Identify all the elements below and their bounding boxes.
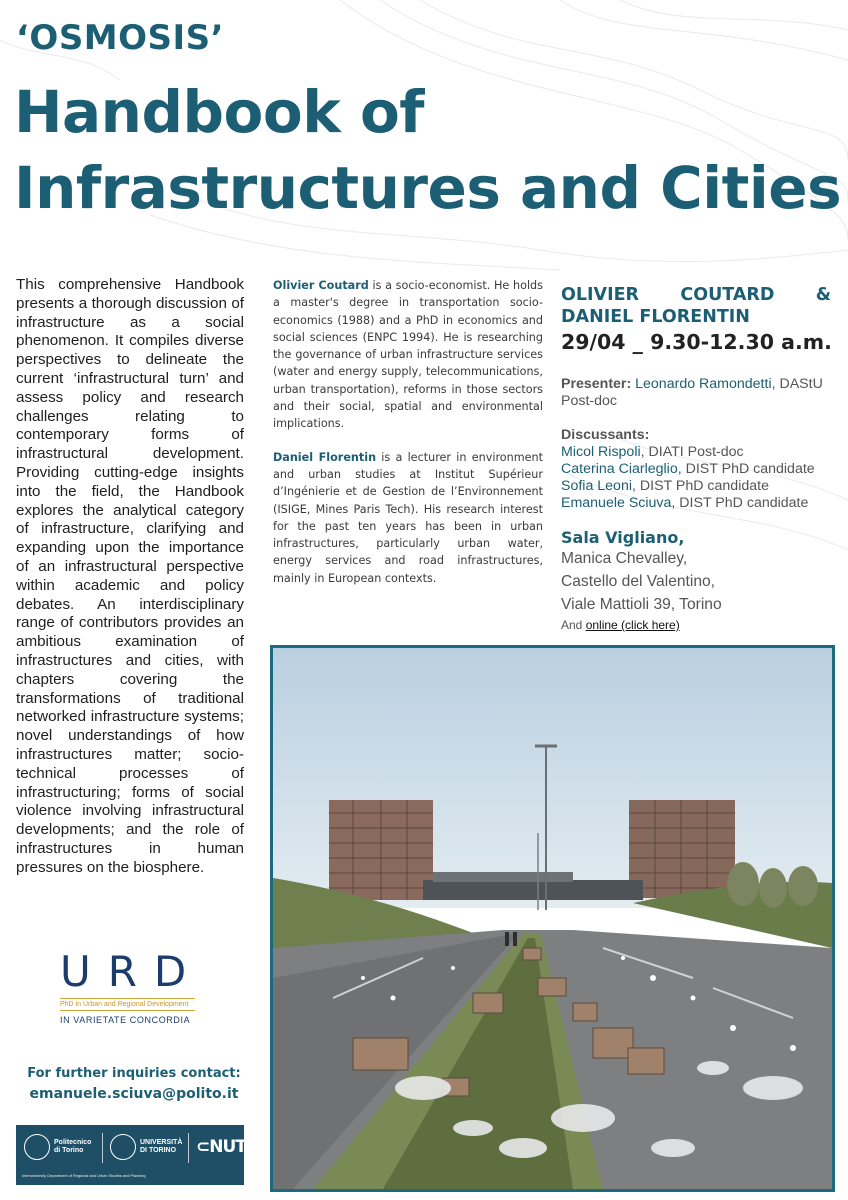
handbook-abstract: This comprehensive Handbook presents a thorough discussion of infrastructure as a social phenomenon. It compiles diverse perspectives to delineate the current ‘infrastructural turn’ and assess policy and research challenges relating to contemporary forms of infrastructural development. Providing cutting-edge insights into the field, the Handbook explores the analytical category of infrastructure, clarifying and expanding upon the importance of an infrastructural perspective within academic and policy debates. An interdisciplinary range of contributors provides an ambitious examination of infrastructures and cities, with chapters covering the transformations of traditional networked infrastructure systems; novel understandings of how infrastructures matter; socio-technical processes of infrastructuring; forms of social violence involving infrastructural developments; and the role of infrastructures in human pressures on the biosphere. bbox=[16, 276, 244, 876]
discussant-row bbox=[561, 478, 848, 495]
venue-line: Manica Chevalley, bbox=[561, 550, 688, 567]
event-datetime: 29/04 _ 9.30-12.30 a.m. bbox=[561, 330, 832, 354]
urd-letters: URD bbox=[60, 947, 204, 996]
street-scene-illustration bbox=[273, 648, 832, 1189]
discussant-row bbox=[561, 444, 848, 461]
page-title: Handbook of Infrastructures and Cities bbox=[14, 78, 842, 222]
unito-name: UNIVERSITÀ DI TORINO bbox=[140, 1139, 183, 1154]
discussant-name: Sofia Leoni bbox=[561, 478, 632, 494]
urd-logo bbox=[60, 947, 204, 1025]
venue-line: Castello del Valentino, bbox=[561, 573, 716, 590]
contact-email[interactable]: emanuele.sciuva@polito.it bbox=[29, 1086, 239, 1102]
urd-subtitle: PhD in Urban and Regional Development bbox=[60, 1001, 189, 1008]
presenter-block bbox=[561, 376, 841, 410]
dist-logo-icon: ⊂NUT bbox=[196, 1137, 246, 1157]
institution-logo-bar bbox=[16, 1125, 244, 1185]
discussant-name: Emanuele Sciuva bbox=[561, 495, 672, 511]
event-authors: OLIVIER COUTARD & DANIEL FLORENTIN bbox=[561, 285, 831, 327]
logo-separator bbox=[188, 1133, 189, 1163]
bio-name: Olivier Coutard bbox=[273, 279, 369, 292]
polito-name: Politecnico di Torino bbox=[54, 1139, 92, 1154]
speaker-bios bbox=[273, 277, 543, 603]
venue-title: Sala Vigliano, bbox=[561, 528, 685, 547]
unito-seal-icon bbox=[110, 1134, 136, 1160]
street-photo bbox=[270, 645, 835, 1192]
online-link[interactable]: online (click here) bbox=[585, 618, 680, 632]
presenter-label: Presenter: bbox=[561, 376, 632, 392]
contact-label: For further inquiries contact: bbox=[27, 1066, 241, 1081]
bio-coutard bbox=[273, 277, 543, 433]
series-kicker: ‘OSMOSIS’ bbox=[16, 18, 225, 58]
logo-separator bbox=[102, 1133, 103, 1163]
contact-block bbox=[16, 1064, 252, 1104]
discussant-name: Caterina Ciarleglio bbox=[561, 461, 678, 477]
online-line bbox=[561, 618, 680, 632]
discussants-label: Discussants: bbox=[561, 427, 650, 443]
urd-divider bbox=[60, 998, 195, 999]
discussant-name: Micol Rispoli bbox=[561, 444, 641, 460]
discussant-row bbox=[561, 495, 848, 512]
presenter-name: Leonardo Ramondetti bbox=[635, 376, 772, 392]
online-prefix: And bbox=[561, 618, 586, 632]
discussant-row bbox=[561, 461, 848, 478]
urd-motto: IN VARIETATE CONCORDIA bbox=[60, 1015, 191, 1025]
bio-text: is a socio-economist. He holds a master's degree in transportation socio-economics (1988) and a PhD in economics and social sciences (ENPC 1994). He is researching the governance of urban infrastructure services (water and energy supply, telecommunications, urban transportation), reforms in those sectors and their social, spatial and environmental implications. bbox=[273, 279, 543, 431]
polito-seal-icon bbox=[24, 1134, 50, 1160]
urd-divider bbox=[60, 1010, 195, 1011]
discussant-role: , DIST PhD candidate bbox=[632, 478, 769, 494]
bio-name: Daniel Florentin bbox=[273, 450, 377, 464]
discussant-role: , DIATI Post-doc bbox=[640, 444, 744, 460]
presenter-role: , DAStU Post-doc bbox=[561, 376, 823, 409]
bio-text: is a lecturer in environment and urban studies at Institut Supérieur d’Ingénierie et de Gestion de l’Environnement (ISIGE, Mines Paris Tech). His research interest for the past ten years has been in urban infrastructures, particularly urban water, energy services and road infrastructures, mainly in European contexts. bbox=[273, 450, 543, 585]
discussant-role: , DIST PhD candidate bbox=[671, 495, 809, 511]
bio-florentin bbox=[273, 449, 543, 587]
dist-name: Interuniversity Department of Regional and Urban Studies and Planning bbox=[22, 1173, 146, 1178]
discussants-block bbox=[561, 427, 848, 512]
discussant-role: , DIST PhD candidate bbox=[677, 461, 815, 477]
venue-line: Viale Mattioli 39, Torino bbox=[561, 596, 722, 613]
